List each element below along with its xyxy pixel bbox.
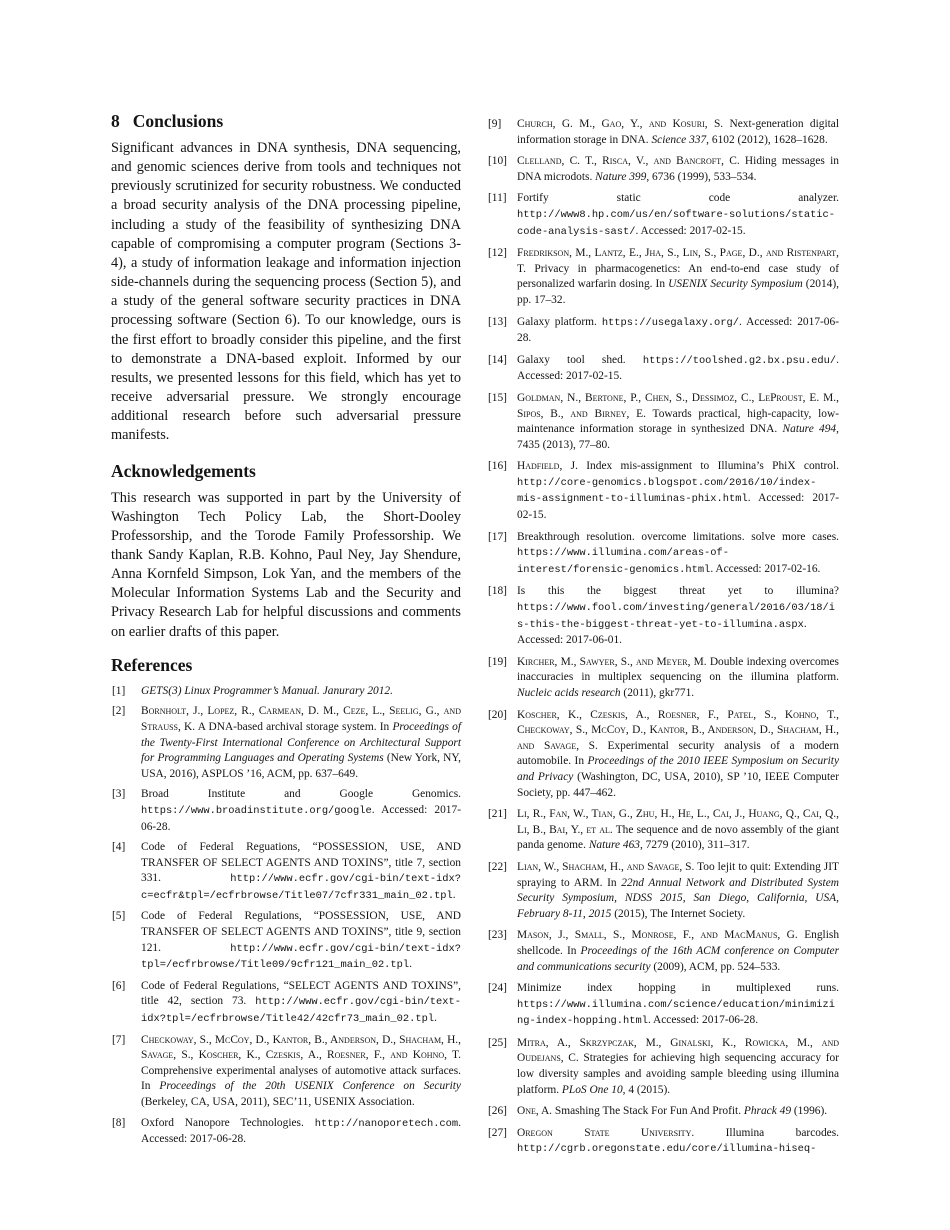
- reference-number: [8]: [112, 1116, 126, 1129]
- reference-text-part: The sequence and de novo assembly of the giant panda genome.: [517, 823, 839, 852]
- reference-url-link[interactable]: http://www8.hp.com/us/en/software-solutions/static-code-analysis-sast/: [517, 208, 836, 238]
- reference-number: [7]: [112, 1033, 126, 1046]
- reference-text: [517, 860, 839, 922]
- reference-text-part: Strategies for achieving high sequencing accuracy for low diversity samples and avoiding sample bleeding using illumina platform.: [517, 1052, 839, 1096]
- reference-number: [5]: [112, 910, 126, 923]
- reference-text-part: Nucleic acids research: [517, 687, 621, 699]
- reference-number: [14]: [488, 353, 507, 366]
- reference-text-part: Hiding messages in DNA microdots.: [517, 155, 839, 183]
- reference-text-part: Nature 463: [588, 839, 640, 852]
- reference-text-part: Oregon State University.: [517, 1126, 695, 1139]
- reference-number: [26]: [488, 1105, 507, 1118]
- reference-number: [17]: [488, 530, 507, 543]
- reference-number: [19]: [488, 655, 507, 668]
- reference-url-link[interactable]: http://nanoporetech.com: [314, 1117, 459, 1130]
- reference-text-part: .: [452, 888, 456, 901]
- reference-text-part: Fredrikson, M., Lantz, E., Jha, S., Lin, S., Page, D., and Ristenpart, T.: [517, 247, 839, 275]
- reference-text-part: .: [409, 958, 412, 971]
- reference-text-part: Galaxy tool shed.: [517, 353, 643, 366]
- reference-text: [517, 459, 839, 523]
- reference-entry: [487, 1036, 839, 1098]
- reference-entry: [487, 928, 839, 975]
- reference-text-part: .: [434, 1012, 437, 1025]
- reference-text-part: Illumina barcodes.: [694, 1126, 839, 1139]
- reference-url-link[interactable]: http://core-genomics.blogspot.com/2016/10/index-mis-assignment-to-illuminas-phix.html: [517, 476, 817, 506]
- reference-text-part: Galaxy platform.: [517, 315, 602, 328]
- reference-text: [141, 1033, 461, 1111]
- reference-text: [517, 117, 839, 148]
- reference-text-part: Li, R., Fan, W., Tian, G., Zhu, H., He, L., Cai, J., Huang, Q., Cai, Q., Li, B., Bai, Y., et al.: [517, 808, 839, 836]
- reference-number: [15]: [488, 391, 507, 404]
- reference-number: [24]: [488, 982, 507, 995]
- reference-entry: [487, 584, 839, 648]
- reference-text-part: Phrack 49: [743, 1105, 792, 1118]
- references-heading: References: [111, 654, 193, 675]
- reference-url-link[interactable]: http://www.ecfr.gov/cgi-bin/text-idx?c=ecfr&tpl=/ecfrbrowse/Title07/7cfr331_main_02.tpl: [141, 873, 461, 902]
- reference-text-part: (2015), The Internet Society.: [611, 907, 746, 920]
- reference-text-part: Koscher, K., Czeskis, A., Roesner, F., Patel, S., Kohno, T., Checkoway, S., McCoy, D., Kantor, B., Anderson, D., Shacham, H., and Savage, S.: [517, 708, 839, 752]
- reference-entry: [487, 530, 839, 579]
- reference-text: [517, 1036, 839, 1098]
- reference-text: [517, 584, 839, 648]
- reference-text: [517, 708, 839, 802]
- reference-entry: [487, 246, 839, 308]
- reference-number: [11]: [488, 192, 507, 205]
- reference-entry: [487, 860, 839, 922]
- reference-text-part: Proceedings of the 2010 IEEE Symposium on Security and Privacy: [517, 755, 839, 783]
- reference-url-link[interactable]: http://www.ecfr.gov/cgi-bin/text-idx?tpl=/ecfrbrowse/Title42/42cfr73_main_02.tpl: [141, 996, 461, 1026]
- reference-url-link[interactable]: http://cgrb.oregonstate.edu/core/illumina-hiseq-: [517, 1143, 817, 1156]
- reference-text-part: Proceedings of the 16th ACM conference on Computer and communications security: [517, 944, 839, 973]
- reference-text-part: Bornholt, J., Lopez, R., Carmean, D. M., Ceze, L., Seelig, G., and Strauss, K.: [141, 705, 461, 733]
- reference-text-part: Index mis-assignment to Illumina’s PhiX control.: [577, 460, 840, 473]
- reference-number: [27]: [488, 1126, 507, 1139]
- reference-text: [517, 154, 839, 185]
- reference-text-part: Checkoway, S., McCoy, D., Kantor, B., Anderson, D., Shacham, H., Savage, S., Koscher, K., Czeskis, A., Roesner, F., and Kohno, T.: [141, 1033, 461, 1062]
- reference-text-part: (1996).: [791, 1105, 828, 1118]
- reference-text: [517, 391, 839, 453]
- reference-text-part: Fortify static code analyzer.: [517, 192, 839, 205]
- reference-text: [141, 1116, 461, 1148]
- reference-url-link[interactable]: https://usegalaxy.org/: [601, 316, 739, 329]
- reference-text-part: Nature 399: [595, 170, 647, 183]
- reference-url-link[interactable]: https://toolshed.g2.bx.psu.edu/: [642, 354, 837, 367]
- reference-text-part: Goldman, N., Bertone, P., Chen, S., Dessimoz, C., LeProust, E. M., Sipos, B., and Birney, E.: [517, 391, 839, 420]
- reference-entry: [487, 459, 839, 523]
- reference-entry: [111, 684, 461, 700]
- reference-text-part: Kircher, M., Sawyer, S., and Meyer, M.: [517, 655, 707, 668]
- reference-text-part: . Accessed: 2017-06-01.: [517, 617, 807, 647]
- reference-entry: [487, 353, 839, 385]
- reference-text-part: , 7435 (2013), 77–80.: [517, 423, 839, 451]
- reference-text-part: GETS(3) Linux Programmer’s Manual. Janurary 2012.: [141, 684, 393, 697]
- reference-number: [12]: [488, 247, 507, 260]
- reference-text-part: Too lejit to quit: Extending JIT spraying to ARM. In: [517, 860, 839, 889]
- reference-text-part: Mason, J., Small, S., Monrose, F., and MacManus, G.: [517, 929, 798, 942]
- reference-text-part: . Accessed: 2017-02-16.: [710, 562, 821, 575]
- reference-text-part: Code of Federal Regulations, “POSSESSION, USE, AND TRANSFER OF SELECT AGENTS AND TOXINS”, title 9, section 121.: [141, 910, 461, 954]
- reference-number: [18]: [488, 585, 507, 598]
- reference-url-link[interactable]: http://www.ecfr.gov/cgi-bin/text-idx?tpl=/ecfrbrowse/Title09/9cfr121_main_02.tpl: [141, 942, 461, 972]
- reference-number: [25]: [488, 1036, 507, 1049]
- conclusions-heading: [111, 110, 461, 132]
- reference-text-part: . Accessed: 2017-06-28.: [141, 803, 461, 833]
- reference-text-part: Next-generation digital information storage in DNA.: [517, 118, 839, 146]
- reference-entry: [487, 1126, 839, 1158]
- reference-entry: [487, 191, 839, 240]
- reference-number: [13]: [488, 315, 507, 328]
- reference-text-part: Church, G. M., Gao, Y., and Kosuri, S.: [517, 118, 724, 130]
- reference-text-part: (2011), gkr771.: [620, 687, 695, 699]
- reference-text: [517, 530, 839, 579]
- reference-text: [517, 191, 839, 240]
- reference-number: [3]: [112, 788, 126, 801]
- reference-entry: [487, 981, 839, 1030]
- reference-entry: [111, 787, 461, 835]
- reference-url-link[interactable]: https://www.fool.com/investing/general/2016/03/18/is-this-the-biggest-threat-yet-to-illumina.aspx: [517, 602, 836, 631]
- reference-text-part: Double indexing overcomes inaccuracies in multiplex sequencing on the illumina platform.: [517, 655, 839, 684]
- reference-text-part: Proceedings of the 20th USENIX Conference on Security: [159, 1080, 461, 1093]
- reference-text: [517, 807, 839, 854]
- reference-text-part: A DNA-based archival storage system. In: [195, 720, 393, 733]
- reference-text-part: . Accessed: 2017-02-15.: [635, 224, 746, 237]
- reference-text: [141, 684, 461, 700]
- reference-text: [141, 909, 461, 973]
- reference-text: [517, 246, 839, 308]
- reference-text: [517, 1126, 839, 1158]
- acknowledgements-heading: Acknowledgements: [111, 460, 256, 481]
- reference-url-link[interactable]: https://www.broadinstitute.org/google: [141, 804, 372, 817]
- reference-text: [141, 840, 461, 904]
- reference-number: [22]: [488, 860, 507, 873]
- reference-text-part: Broad Institute and Google Genomics.: [141, 788, 461, 801]
- reference-text-part: (Berkeley, CA, USA, 2011), SEC’11, USENIX Association.: [141, 1096, 415, 1108]
- reference-entry: [111, 909, 461, 973]
- reference-text: [517, 353, 839, 385]
- reference-entry: [111, 1116, 461, 1148]
- reference-text-part: Mitra, A., Skrzypczak, M., Ginalski, K., Rowicka, M., and Oudejans, C.: [517, 1036, 839, 1065]
- reference-text-part: . Accessed: 2017-02-15.: [517, 353, 839, 383]
- reference-text-part: . Accessed: 2017-06-28.: [517, 315, 839, 345]
- reference-url-link[interactable]: https://www.illumina.com/science/education/minimizing-index-hopping.html: [517, 998, 836, 1028]
- reference-number: [20]: [488, 708, 507, 721]
- reference-text-part: One, A.: [517, 1105, 553, 1118]
- reference-text-part: Experimental security analysis of a modern automobile. In: [517, 739, 839, 768]
- reference-text-part: Comprehensive experimental analyses of automotive attack surfaces. In: [141, 1064, 461, 1093]
- reference-number: [2]: [112, 705, 126, 718]
- reference-text: [141, 979, 461, 1028]
- reference-text-part: , 6736 (1999), 533–534.: [646, 170, 757, 183]
- reference-entry: [487, 1104, 839, 1120]
- reference-number: [4]: [112, 841, 126, 854]
- reference-number: [21]: [488, 808, 507, 821]
- reference-text-part: USENIX Security Symposium: [668, 278, 803, 291]
- reference-url-link[interactable]: https://www.illumina.com/areas-of-interest/forensic-genomics.html: [517, 547, 730, 576]
- reference-text-part: 22nd Annual Network and Distributed System Security Symposium, NDSS 2015, San Diego, California, USA, February 8-11, 2015: [517, 876, 839, 920]
- reference-number: [1]: [112, 684, 126, 697]
- reference-entry: [487, 154, 839, 185]
- conclusions-paragraph: Significant advances in DNA synthesis, DNA sequencing, and genomic sciences derive from tools and techniques not previously scrutinized for security robustness. We conducted a broad security analysis of the DNA processing pipeline, including a study of the feasibility of synthesizing DNA capable of compromising a computer program (Sections 3-4), a study of information leakage and information injection side-channels during the sequencing process (Section 5), and a study of the general software security practices in DNA processing software (Section 6). To our knowledge, ours is the first effort to broadly consider this pipeline, and the first to demonstrate a DNA-based exploit. Informed by our results, we presented lessons for this field, which has yet to receive adversarial pressure. We strongly encourage additional research before such adversarial pressure manifests.: [111, 140, 461, 444]
- reference-number: [16]: [488, 460, 507, 473]
- reference-text-part: Proceedings of the Twenty-First International Conference on Architectural Support for Programming Languages and Operating Systems: [141, 720, 462, 765]
- reference-text-part: , 4 (2015).: [622, 1083, 671, 1096]
- reference-text-part: , 7279 (2010), 311–317.: [639, 839, 750, 852]
- reference-text-part: Breakthrough resolution. overcome limitations. solve more cases.: [517, 530, 839, 543]
- reference-text-part: . Accessed: 2017-02-15.: [517, 492, 839, 522]
- section-title: Conclusions: [132, 111, 224, 131]
- reference-text-part: PLoS One 10: [561, 1083, 623, 1096]
- reference-text-part: Is this the biggest threat yet to illumina?: [517, 585, 839, 598]
- reference-text-part: Hadfield, J.: [517, 460, 578, 473]
- reference-text-part: Towards practical, high-capacity, low-maintenance information storage in synthesized DNA.: [517, 407, 839, 436]
- reference-text-part: Nature 494: [782, 423, 837, 436]
- reference-number: [9]: [488, 118, 502, 130]
- reference-entry: [487, 708, 839, 802]
- reference-text-part: Science 337: [651, 133, 707, 146]
- reference-number: [23]: [488, 929, 507, 942]
- reference-text-part: Privacy in pharmacogenetics: An end-to-end case study of personalized warfarin dosing. In: [517, 262, 839, 291]
- reference-number: [10]: [488, 155, 507, 168]
- reference-number: [6]: [112, 979, 126, 992]
- reference-entry: [111, 1033, 461, 1111]
- reference-text-part: . Accessed: 2017-06-28.: [647, 1014, 759, 1027]
- reference-entry: [487, 391, 839, 453]
- reference-list-right: [487, 117, 839, 1158]
- reference-entry: [487, 807, 839, 854]
- reference-text: [517, 981, 839, 1030]
- reference-text-part: Minimize index hopping in multiplexed runs.: [517, 982, 839, 995]
- reference-text-part: Code of Federal Regulations, “SELECT AGENTS AND TOXINS”, title 42, section 73.: [141, 979, 461, 1008]
- reference-list-left: [111, 684, 461, 1148]
- reference-text-part: . Accessed: 2017-06-28.: [141, 1116, 461, 1146]
- reference-text-part: Code of Federal Reguations, “POSSESSION, USE, AND TRANSFER OF SELECT AGENTS AND TOXINS”, title 7, section 331.: [141, 841, 461, 885]
- reference-text-part: (2009), ACM, pp. 524–533.: [650, 960, 781, 973]
- acknowledgements-paragraph: This research was supported in part by the University of Washington Tech Policy Lab, the Short-Dooley Professorship, and the Torode Family Professorship. We thank Sandy Kaplan, R.B. Kohno, Paul Ney, Jay Shendure, Anna Kornfeld Simpson, Lok Yan, and the members of the Molecular Information Systems Lab and the Security and Privacy Research Lab for helpful discussions and comments on earlier drafts of this paper.: [111, 489, 461, 640]
- reference-entry: [487, 117, 839, 148]
- reference-text: [141, 704, 461, 782]
- reference-text: [141, 787, 461, 835]
- reference-text-part: (2014), pp. 17–32.: [517, 278, 839, 306]
- reference-entry: [487, 655, 839, 702]
- reference-text-part: Clelland, C. T., Risca, V., and Bancroft, C.: [517, 155, 740, 168]
- reference-text: [517, 315, 839, 347]
- reference-text-part: Oxford Nanopore Technologies.: [141, 1116, 315, 1129]
- reference-text-part: English shellcode. In: [517, 929, 840, 957]
- reference-text: [517, 655, 839, 702]
- reference-text: [517, 928, 839, 975]
- reference-text-part: Lian, W., Shacham, H., and Savage, S.: [517, 860, 695, 873]
- reference-entry: [111, 979, 461, 1028]
- right-column: [487, 117, 839, 1164]
- section-number: 8: [111, 111, 120, 131]
- reference-entry: [487, 315, 839, 347]
- reference-entry: [111, 704, 461, 782]
- reference-text: [517, 1104, 839, 1120]
- reference-text-part: Smashing The Stack For Fun And Profit.: [552, 1105, 744, 1118]
- reference-entry: [111, 840, 461, 904]
- left-column: [111, 110, 461, 1153]
- reference-text-part: , 6102 (2012), 1628–1628.: [706, 133, 828, 146]
- reference-text-part: (New York, NY, USA, 2016), ASPLOS ’16, ACM, pp. 637–649.: [141, 752, 461, 780]
- reference-text-part: (Washington, DC, USA, 2010), SP ’10, IEEE Computer Society, pp. 447–462.: [517, 770, 839, 799]
